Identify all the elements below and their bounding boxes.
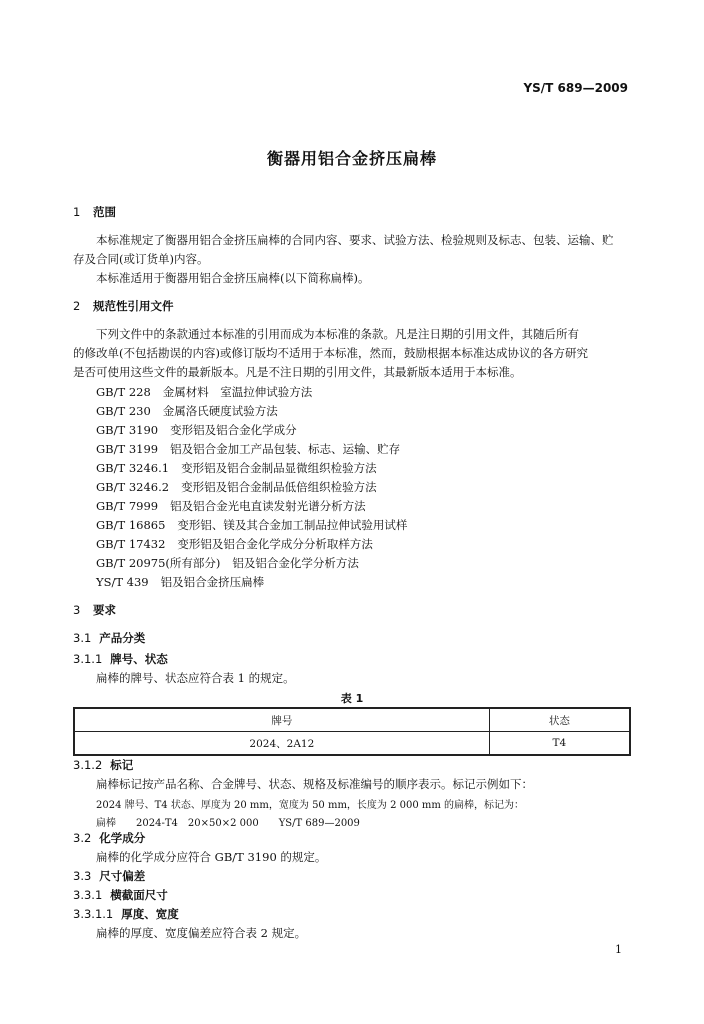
section-number: 3.1: [73, 631, 92, 645]
section-title: 规范性引用文件: [93, 299, 174, 313]
standard-number: YS/T 689—2009: [523, 81, 628, 95]
reference-code: GB/T 20975(所有部分): [96, 556, 221, 570]
reference-title: 金属材料 室温拉伸试验方法: [162, 385, 313, 399]
table-cell: T4: [489, 732, 630, 756]
section-title: 产品分类: [99, 631, 146, 645]
section-number: 3: [73, 603, 81, 617]
section-title: 化学成分: [99, 831, 146, 845]
section-1-heading: [73, 204, 116, 220]
reference-code: GB/T 16865: [96, 518, 166, 532]
paragraph-line: 扁棒的厚度、宽度偏差应符合表 2 规定。: [96, 926, 307, 940]
reference-code: GB/T 228: [96, 385, 151, 399]
subsection-heading: [73, 757, 133, 773]
reference-code: GB/T 3199: [96, 442, 159, 456]
section-number: 3.3: [73, 869, 92, 883]
example-line: 扁棒 2024-T4 20×50×2 000 YS/T 689—2009: [96, 818, 360, 829]
reference-item: [96, 441, 400, 457]
reference-item: [96, 384, 312, 400]
reference-item: [96, 536, 373, 552]
paragraph-line: 下列文件中的条款通过本标准的引用而成为本标准的条款。凡是注日期的引用文件，其随后所有: [96, 327, 579, 341]
paragraph-line: 存及合同(或订货单)内容。: [73, 252, 209, 266]
reference-item: [96, 460, 377, 476]
section-number: 2: [73, 299, 81, 313]
paragraph-line: 是否可使用这些文件的最新版本。凡是不注日期的引用文件，其最新版本适用于本标准。: [73, 365, 522, 379]
reference-title: 变形铝及铝合金制品低倍组织检验方法: [181, 480, 377, 494]
section-title: 牌号、状态: [110, 652, 168, 666]
section-number: 3.1.2: [73, 758, 103, 772]
reference-item: [96, 574, 264, 590]
paragraph-line: 本标准规定了衡器用铝合金挤压扁棒的合同内容、要求、试验方法、检验规则及标志、包装、运输、贮: [96, 233, 614, 247]
paragraph-line: 扁棒标记按产品名称、合金牌号、状态、规格及标准编号的顺序表示。标记示例如下：: [96, 777, 533, 791]
table-header-row: [74, 708, 630, 732]
document-title: 衡器用铝合金挤压扁棒: [266, 149, 437, 168]
subsection-heading: [73, 630, 145, 646]
reference-code: GB/T 17432: [96, 537, 166, 551]
reference-title: 金属洛氏硬度试验方法: [162, 404, 278, 418]
table-cell: 2024、2A12: [74, 732, 489, 756]
reference-item: [96, 517, 407, 533]
reference-code: GB/T 3246.2: [96, 480, 170, 494]
subsection-heading: [73, 887, 168, 903]
section-title: 横截面尺寸: [110, 888, 168, 902]
section-title: 标记: [110, 758, 134, 772]
section-title: 范围: [93, 205, 116, 219]
paragraph-line: 的修改单(不包括勘误的内容)或修订版均不适用于本标准，然而，鼓励根据本标准达成协议的各方研究: [73, 346, 588, 360]
reference-item: [96, 403, 278, 419]
paragraph-line: 本标准适用于衡器用铝合金挤压扁棒(以下简称扁棒)。: [96, 271, 370, 285]
reference-code: GB/T 7999: [96, 499, 159, 513]
section-number: 3.3.1: [73, 888, 103, 902]
subsection-heading: [73, 830, 145, 846]
reference-title: 变形铝及铝合金制品显微组织检验方法: [181, 461, 377, 475]
reference-item: [96, 555, 359, 571]
paragraph-line: 扁棒的牌号、状态应符合表 1 的规定。: [96, 671, 295, 685]
reference-title: 变形铝及铝合金化学成分: [170, 423, 297, 437]
table-header-cell: 牌号: [74, 708, 489, 732]
reference-title: 变形铝及铝合金化学成分分析取样方法: [177, 537, 373, 551]
paragraph-line: 扁棒的化学成分应符合 GB/T 3190 的规定。: [96, 850, 327, 864]
reference-item: [96, 479, 377, 495]
page-number: 1: [615, 943, 622, 956]
reference-item: [96, 498, 366, 514]
table-1: [73, 707, 631, 756]
reference-title: 变形铝、镁及其合金加工制品拉伸试验用试样: [177, 518, 408, 532]
section-title: 尺寸偏差: [99, 869, 146, 883]
reference-code: GB/T 230: [96, 404, 151, 418]
reference-title: 铝及铝合金化学分析方法: [232, 556, 359, 570]
table-caption: 表 1: [340, 692, 364, 705]
reference-code: GB/T 3246.1: [96, 461, 170, 475]
table-row: [74, 732, 630, 756]
reference-code: GB/T 3190: [96, 423, 159, 437]
section-number: 3.3.1.1: [73, 907, 114, 921]
table-header-cell: 状态: [489, 708, 630, 732]
subsection-heading: [73, 868, 145, 884]
section-2-heading: [73, 298, 174, 314]
example-line: 2024 牌号、T4 状态、厚度为 20 mm，宽度为 50 mm，长度为 2 000 mm 的扁棒，标记为：: [96, 800, 525, 811]
section-title: 要求: [93, 603, 116, 617]
reference-title: 铝及铝合金光电直读发射光谱分析方法: [170, 499, 366, 513]
section-number: 3.1.1: [73, 652, 103, 666]
subsection-heading: [73, 651, 168, 667]
reference-code: YS/T 439: [96, 575, 149, 589]
section-3-heading: [73, 602, 116, 618]
section-number: 3.2: [73, 831, 92, 845]
reference-title: 铝及铝合金加工产品包装、标志、运输、贮存: [170, 442, 401, 456]
section-title: 厚度、宽度: [121, 907, 179, 921]
section-number: 1: [73, 205, 81, 219]
reference-title: 铝及铝合金挤压扁棒: [160, 575, 265, 589]
subsection-heading: [73, 906, 179, 922]
reference-item: [96, 422, 297, 438]
